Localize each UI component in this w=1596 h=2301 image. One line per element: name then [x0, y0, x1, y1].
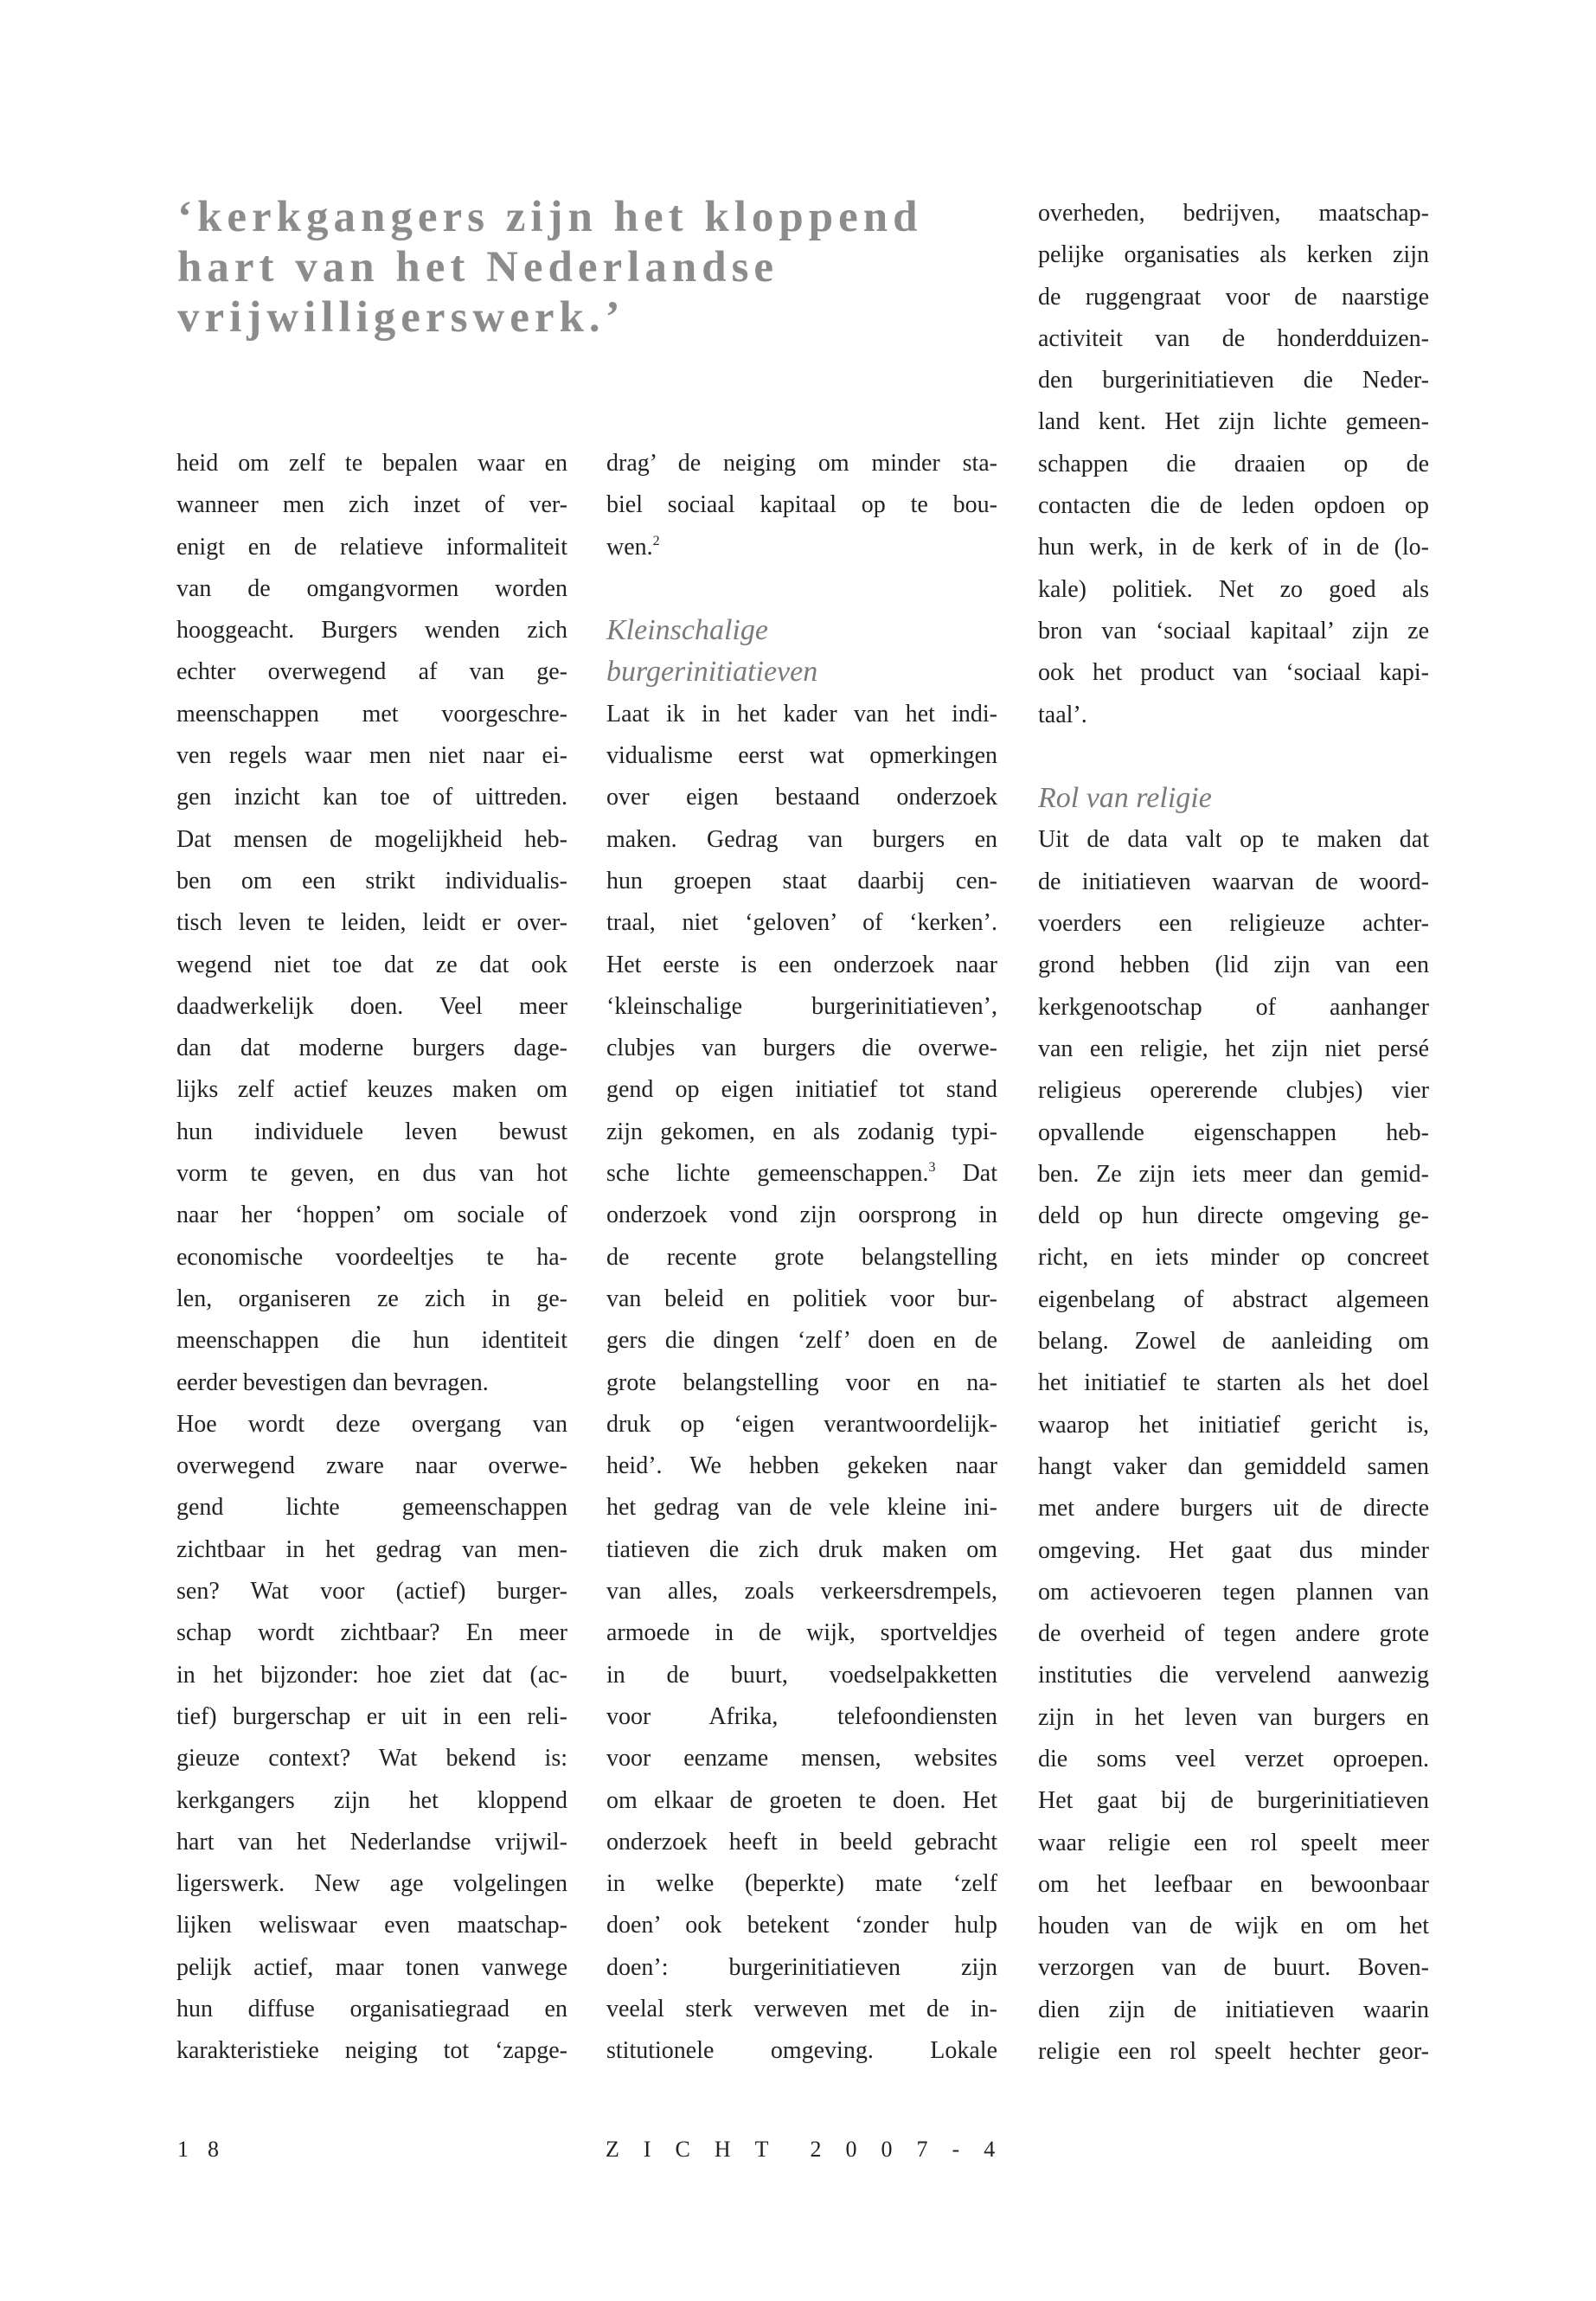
text-line: gend lichte gemeenschappen — [176, 1494, 567, 1522]
text-line: Hoe wordt deze overgang van — [176, 1410, 567, 1438]
text-line: die soms veel verzet oproepen. — [1038, 1745, 1429, 1772]
text-line: hun diffuse organisatiegraad en — [176, 1995, 567, 2022]
paragraph-gap — [606, 568, 997, 610]
text-line: over eigen bestaand onderzoek — [606, 784, 997, 811]
text-line: hun werk, in de kerk of in de (lo- — [1038, 534, 1429, 561]
text-line: clubjes van burgers die overwe- — [606, 1035, 997, 1062]
journal-issue: 2007-4 — [810, 2137, 1020, 2162]
text-line: stitutionele omgeving. Lokale — [606, 2037, 997, 2065]
column2-intro — [606, 443, 997, 527]
text-line: waarop het initiatief gericht is, — [1038, 1411, 1429, 1439]
text-line: contacten die de leden opdoen op — [1038, 492, 1429, 520]
journal-name: ZICHT — [606, 2137, 793, 2162]
text-line: om het leefbaar en bewoonbaar — [1038, 1870, 1429, 1898]
text-line: om actievoeren tegen plannen van — [1038, 1578, 1429, 1606]
text-line: biel sociaal kapitaal op te bou- — [606, 491, 997, 519]
text-line: Dat mensen de mogelijkheid heb- — [176, 825, 567, 853]
text-line: echter overwegend af van ge- — [176, 658, 567, 686]
text-line: doen’: burgerinitiatieven zijn — [606, 1953, 997, 1981]
footnote-ref: 3 — [928, 1160, 936, 1176]
text-line: hooggeacht. Burgers wenden zich — [176, 617, 567, 644]
text-line: verzorgen van de buurt. Boven- — [1038, 1954, 1429, 1982]
text-fragment: Dat — [935, 1160, 997, 1188]
pull-quote-line: vrijwilligerswerk.’ — [177, 293, 625, 342]
text-line: om elkaar de groeten te doen. Het — [606, 1786, 997, 1814]
pull-quote-line: hart van het Nederlandse — [177, 243, 779, 292]
text-line: pelijk actief, maar tonen vanwege — [176, 1953, 567, 1981]
text-line: sen? Wat voor (actief) burger- — [176, 1578, 567, 1606]
text-line: zijn in het leven van burgers en — [1038, 1703, 1429, 1731]
text-line: tief) burgerschap er uit in een reli- — [176, 1702, 567, 1730]
text-line: naar her ‘hoppen’ om sociale of — [176, 1202, 567, 1229]
text-line: hart van het Nederlandse vrijwil- — [176, 1828, 567, 1856]
text-line: den burgerinitiatieven die Neder- — [1038, 367, 1429, 394]
text-line: in het bijzonder: hoe ziet dat (ac- — [176, 1661, 567, 1689]
text-line: Laat ik in het kader van het indi- — [606, 700, 997, 727]
text-line: houden van de wijk en om het — [1038, 1913, 1429, 1940]
text-line: dan dat moderne burgers dage- — [176, 1035, 567, 1062]
text-line: overheden, bedrijven, maatschap- — [1038, 200, 1429, 227]
text-line: len, organiseren ze zich in ge- — [176, 1285, 567, 1312]
text-line — [606, 1153, 997, 1195]
text-line: in de buurt, voedselpakketten — [606, 1661, 997, 1689]
text-line: heid’. We hebben gekeken naar — [606, 1452, 997, 1480]
text-line: grond hebben (lid zijn van een — [1038, 952, 1429, 979]
text-line: Het gaat bij de burgerinitiatieven — [1038, 1787, 1429, 1815]
text-line: overwegend zware naar overwe- — [176, 1452, 567, 1480]
text-line: in welke (beperkte) mate ‘zelf — [606, 1870, 997, 1898]
text-fragment: sche lichte gemeenschappen. — [606, 1160, 929, 1188]
text-line: ook het product van ‘sociaal kapi- — [1038, 659, 1429, 687]
page-number: 18 — [177, 2137, 238, 2162]
text-line: pelijke organisaties als kerken zijn — [1038, 241, 1429, 269]
text-line: zijn gekomen, en als zodanig typi- — [606, 1118, 997, 1145]
text-line: vorm te geven, en dus van hot — [176, 1160, 567, 1188]
column3-body-a — [1038, 193, 1429, 736]
text-line: hun groepen staat daarbij cen- — [606, 867, 997, 894]
text-line: vidualisme eerst wat opmerkingen — [606, 742, 997, 770]
text-line: het gedrag van de vele kleine ini- — [606, 1494, 997, 1522]
footnote-ref: 2 — [652, 533, 660, 548]
text-fragment: wen. — [606, 533, 653, 561]
text-column-3 — [1038, 193, 1429, 2073]
text-line: daadwerkelijk doen. Veel meer — [176, 992, 567, 1020]
text-line: voor eenzame mensen, websites — [606, 1745, 997, 1772]
column2-body-a — [606, 694, 997, 1153]
text-line: eerder bevestigen dan bevragen. — [176, 1368, 489, 1396]
text-line: schap wordt zichtbaar? En meer — [176, 1619, 567, 1647]
text-line: lijks zelf actief keuzes maken om — [176, 1076, 567, 1104]
text-line: wegend niet toe dat ze dat ook — [176, 951, 567, 978]
text-line: gers die dingen ‘zelf’ doen en de — [606, 1327, 997, 1355]
text-line: voerders een religieuze achter- — [1038, 910, 1429, 938]
text-line: de recente grote belangstelling — [606, 1243, 997, 1271]
text-line: tiatieven die zich druk maken om — [606, 1535, 997, 1563]
text-line: wanneer men zich inzet of ver- — [176, 491, 567, 519]
text-line: land kent. Het zijn lichte gemeen- — [1038, 408, 1429, 436]
text-line: religie een rol speelt hechter geor- — [1038, 2038, 1429, 2066]
text-line: kale) politiek. Net zo goed als — [1038, 575, 1429, 603]
journal-footer — [606, 2137, 1019, 2163]
text-line: gend op eigen initiatief tot stand — [606, 1076, 997, 1104]
text-line: druk op ‘eigen verantwoordelijk- — [606, 1410, 997, 1438]
text-line: ven regels waar men niet naar ei- — [176, 742, 567, 770]
text-line — [606, 527, 997, 568]
text-line: deld op hun directe omgeving ge- — [1038, 1202, 1429, 1230]
text-line: het initiatief te starten als het doel — [1038, 1369, 1429, 1397]
text-line: instituties die vervelend aanwezig — [1038, 1662, 1429, 1689]
column2-body-b — [606, 1195, 997, 2072]
text-line: belang. Zowel de aanleiding om — [1038, 1328, 1429, 1356]
text-line: armoede in de wijk, sportveldjes — [606, 1619, 997, 1647]
section-heading: Kleinschalige — [606, 614, 768, 647]
text-line: onderzoek heeft in beeld gebracht — [606, 1828, 997, 1856]
text-line: activiteit van de honderdduizen- — [1038, 324, 1429, 352]
text-line: richt, en iets minder op concreet — [1038, 1244, 1429, 1272]
text-column-1 — [176, 443, 567, 2073]
text-line: Het eerste is een onderzoek naar — [606, 951, 997, 978]
text-line: gieuze context? Wat bekend is: — [176, 1745, 567, 1772]
text-line: drag’ de neiging om minder sta- — [606, 450, 997, 477]
text-line: ligerswerk. New age volgelingen — [176, 1870, 567, 1898]
text-line: de overheid of tegen andere grote — [1038, 1620, 1429, 1648]
text-line: met andere burgers uit de directe — [1038, 1495, 1429, 1522]
text-line: karakteristieke neiging tot ‘zapge- — [176, 2037, 567, 2065]
text-line: opvallende eigenschappen heb- — [1038, 1118, 1429, 1146]
text-line: ben om een strikt individualis- — [176, 867, 567, 894]
column3-body-b — [1038, 819, 1429, 2073]
text-line: schappen die draaien op de — [1038, 450, 1429, 478]
text-line: lijken weliswaar even maatschap- — [176, 1912, 567, 1939]
text-line: eigenbelang of abstract algemeen — [1038, 1285, 1429, 1313]
text-line: meenschappen met voorgeschre- — [176, 700, 567, 727]
text-line: hangt vaker dan gemiddeld samen — [1038, 1452, 1429, 1480]
paragraph-gap — [1038, 736, 1429, 778]
text-line: gen inzicht kan toe of uittreden. — [176, 784, 567, 811]
text-line: van de omgangvormen worden — [176, 574, 567, 602]
text-line: kerkgenootschap of aanhanger — [1038, 993, 1429, 1021]
text-line: ben. Ze zijn iets meer dan gemid- — [1038, 1160, 1429, 1188]
text-line: zichtbaar in het gedrag van men- — [176, 1535, 567, 1563]
text-line: meenschappen die hun identiteit — [176, 1327, 567, 1355]
text-column-2 — [606, 443, 997, 2073]
text-line: onderzoek vond zijn oorsprong in — [606, 1202, 997, 1229]
text-line: omgeving. Het gaat dus minder — [1038, 1536, 1429, 1564]
text-line: van alles, zoals verkeersdrempels, — [606, 1578, 997, 1606]
text-line: bron van ‘sociaal kapitaal’ zijn ze — [1038, 617, 1429, 644]
pull-quote-line: ‘kerkgangers zijn het kloppend — [177, 193, 923, 241]
pull-quote — [177, 192, 956, 343]
text-line: economische voordeeltjes te ha- — [176, 1243, 567, 1271]
text-line: kerkgangers zijn het kloppend — [176, 1786, 567, 1814]
text-line: heid om zelf te bepalen waar en — [176, 450, 567, 477]
text-line: enigt en de relatieve informaliteit — [176, 533, 567, 561]
text-line: Uit de data valt op te maken dat — [1038, 826, 1429, 854]
text-line: tisch leven te leiden, leidt er over- — [176, 909, 567, 937]
text-line: de initiatieven waarvan de woord- — [1038, 868, 1429, 895]
text-line: traal, niet ‘geloven’ of ‘kerken’. — [606, 909, 997, 937]
text-line: voor Afrika, telefoondiensten — [606, 1702, 997, 1730]
text-line: ‘kleinschalige burgerinitiatieven’, — [606, 992, 997, 1020]
section-heading: Rol van religie — [1038, 782, 1212, 815]
text-line: veelal sterk verweven met de in- — [606, 1995, 997, 2022]
text-line: van beleid en politiek voor bur- — [606, 1285, 997, 1312]
section-heading: burgerinitiatieven — [606, 656, 818, 689]
text-line: van een religie, het zijn niet persé — [1038, 1035, 1429, 1062]
text-line: waar religie een rol speelt meer — [1038, 1829, 1429, 1856]
text-line: dien zijn de initiatieven waarin — [1038, 1996, 1429, 2023]
text-line: religieus opererende clubjes) vier — [1038, 1077, 1429, 1105]
text-line: hun individuele leven bewust — [176, 1118, 567, 1145]
text-line: de ruggengraat voor de naarstige — [1038, 283, 1429, 311]
text-line: maken. Gedrag van burgers en — [606, 825, 997, 853]
text-line: doen’ ook betekent ‘zonder hulp — [606, 1912, 997, 1939]
text-line: grote belangstelling voor en na- — [606, 1368, 997, 1396]
text-line: taal’. — [1038, 701, 1087, 728]
